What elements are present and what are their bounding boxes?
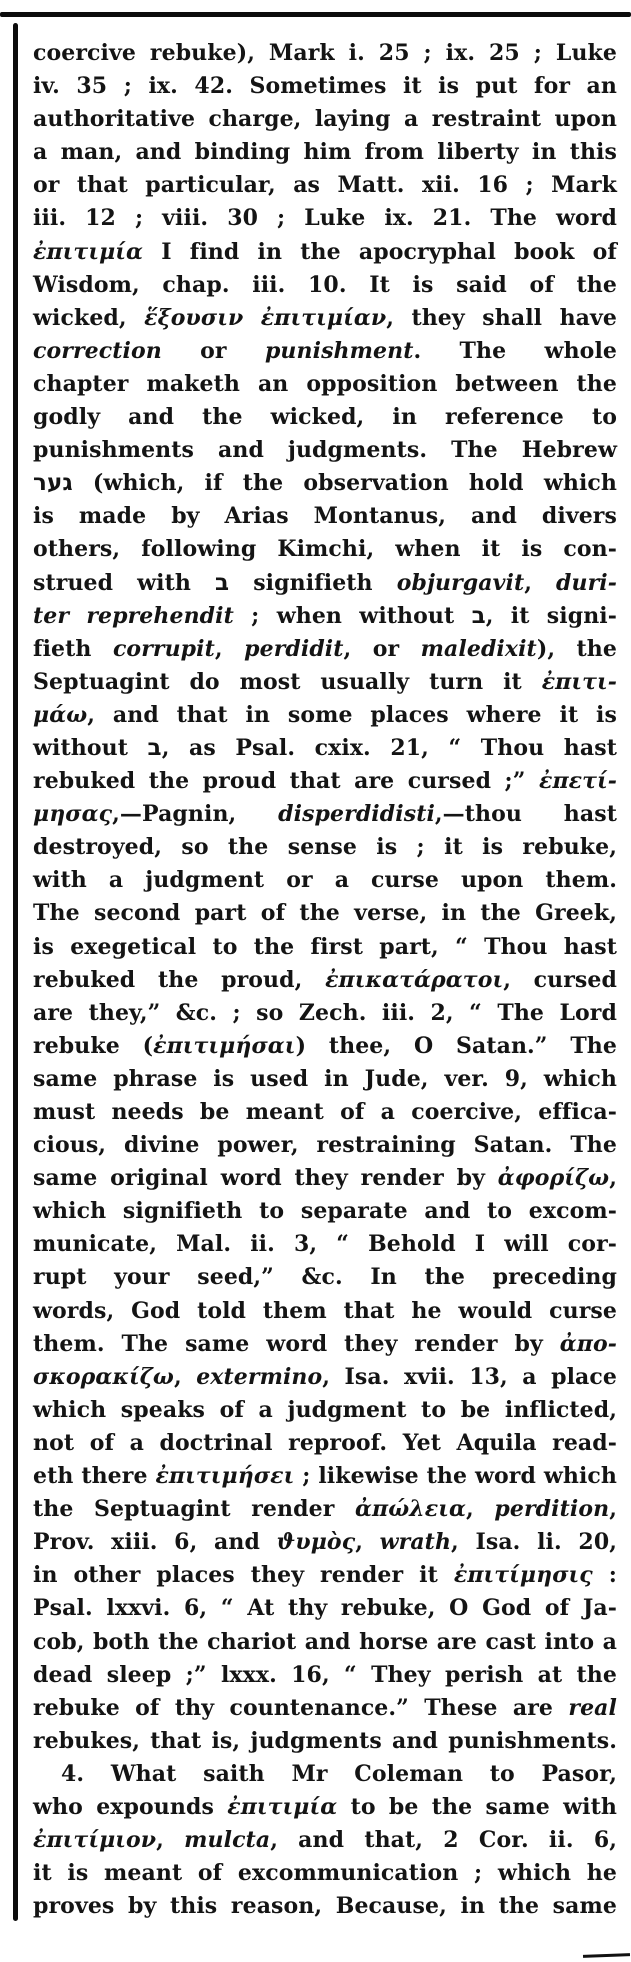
body-text: to be the same with xyxy=(337,1793,617,1820)
body-text-column xyxy=(33,37,617,1923)
text-line xyxy=(33,169,617,202)
body-text: , xyxy=(355,1529,380,1556)
body-text: strued with xyxy=(33,569,216,596)
text-line xyxy=(33,1559,617,1592)
body-text: ) thee, O Satan.” The xyxy=(295,1032,617,1059)
body-text: , xyxy=(173,1363,197,1390)
body-text: or xyxy=(161,337,265,364)
text-line xyxy=(33,467,617,500)
italic-text: real xyxy=(568,1694,617,1721)
text-line xyxy=(33,269,617,302)
italic-text: punishment xyxy=(264,337,414,364)
body-text: others, following Kimchi, when it is con- xyxy=(33,536,617,563)
text-line xyxy=(33,1063,617,1096)
body-text: municate, Mal. ii. 3, “ Behold I will cor- xyxy=(33,1231,617,1258)
body-text: same phrase is used in Jude, ver. 9, which xyxy=(33,1065,617,1092)
body-text: The second part of the verse, in the Greek, xyxy=(33,900,617,927)
body-text: Wisdom, chap. iii. 10. It is said of the xyxy=(33,271,617,298)
greek-text: ἐπιτιμήσαι xyxy=(153,1032,296,1059)
body-text: which speaks of a judgment to be inflicted, xyxy=(33,1396,617,1423)
body-text: (which, if the observation hold which xyxy=(72,470,617,497)
text-line xyxy=(33,732,617,765)
greek-text: ἀφορίζω xyxy=(497,1165,610,1192)
body-text: Prov. xiii. 6, and xyxy=(33,1529,277,1556)
text-line xyxy=(33,500,617,533)
text-line xyxy=(33,1195,617,1228)
text-line xyxy=(33,798,617,831)
text-line xyxy=(33,1460,617,1493)
body-text: , as Psal. cxix. 21, “ Thou hast xyxy=(161,734,617,761)
italic-text: maledixit xyxy=(420,635,537,662)
body-text: same original word they render by xyxy=(33,1165,498,1192)
body-text: the Septuagint render xyxy=(33,1496,355,1523)
text-line xyxy=(33,236,617,269)
body-text: chapter maketh an opposition between the xyxy=(33,370,617,397)
body-text: , and that in some places where it is xyxy=(87,701,617,728)
top-border-rule xyxy=(0,12,631,17)
italic-text: corrupit xyxy=(112,635,215,662)
body-text: eth there xyxy=(33,1463,156,1490)
body-text: Septuagint do most usually turn it xyxy=(33,668,542,695)
body-text: I find in the apocryphal book of xyxy=(143,238,617,265)
body-text: rebuke ( xyxy=(33,1032,154,1059)
body-text: it is meant of excommunication ; which he xyxy=(33,1860,617,1887)
body-text: ; likewise the word which xyxy=(294,1463,618,1490)
italic-text: disperdidisti xyxy=(278,801,435,828)
greek-text: μάω xyxy=(33,701,88,728)
text-line xyxy=(33,1890,617,1923)
text-line xyxy=(33,765,617,798)
greek-text: ἀπο- xyxy=(559,1330,617,1357)
text-line xyxy=(33,1526,617,1559)
text-line xyxy=(33,864,617,897)
body-text: destroyed, so the sense is ; it is rebuke, xyxy=(33,834,617,861)
text-line xyxy=(33,1493,617,1526)
body-text: rebuked the proud that are cursed ;” xyxy=(33,768,539,795)
body-text: , xyxy=(609,1165,617,1192)
text-line xyxy=(33,897,617,930)
italic-text: extermino xyxy=(196,1363,323,1390)
text-line xyxy=(33,964,617,997)
body-text: , or xyxy=(343,635,421,662)
body-text: punishments and judgments. The Hebrew xyxy=(33,437,617,464)
greek-text: ἕξουσιν ἐπιτιμίαν xyxy=(144,304,387,331)
body-text: rebuke of thy countenance.” These are xyxy=(33,1694,569,1721)
text-line xyxy=(33,633,617,666)
body-text: rebuked the proud, xyxy=(33,966,326,993)
body-text: , xyxy=(156,1827,185,1854)
text-line xyxy=(33,434,617,467)
text-line xyxy=(33,1162,617,1195)
body-text: which signifieth to separate and to excom- xyxy=(33,1198,617,1225)
body-text: coercive rebuke), Mark i. 25 ; ix. 25 ; Luke xyxy=(33,40,617,66)
body-text: are they,” &c. ; so Zech. iii. 2, “ The Lord xyxy=(33,999,617,1026)
greek-text: ἐπιτιμήσει xyxy=(155,1463,295,1490)
text-line xyxy=(33,1129,617,1162)
text-line xyxy=(33,1592,617,1625)
text-line xyxy=(33,699,617,732)
body-text: , xyxy=(214,635,245,662)
text-line xyxy=(33,831,617,864)
text-line xyxy=(33,1361,617,1394)
body-text: ,—thou hast xyxy=(434,801,618,828)
text-line xyxy=(33,70,617,103)
body-text: Psal. lxxvi. 6, “ At thy rebuke, O God of Ja- xyxy=(33,1595,617,1622)
hebrew-text: גער xyxy=(33,470,73,497)
body-text: who expounds xyxy=(33,1793,228,1820)
body-text: godly and the wicked, in reference to xyxy=(33,404,617,431)
italic-text: perdidit xyxy=(244,635,344,662)
body-text: ), the xyxy=(536,635,617,662)
body-text: rupt your seed,” &c. In the preceding xyxy=(33,1264,617,1291)
text-line xyxy=(33,931,617,964)
body-text: , they shall have xyxy=(386,304,618,331)
body-text: iv. 35 ; ix. 42. Sometimes it is put for an xyxy=(33,73,617,100)
text-line xyxy=(33,1824,617,1857)
italic-text: perdition xyxy=(494,1496,610,1523)
text-line xyxy=(33,533,617,566)
greek-text: σκορακίζω xyxy=(33,1363,174,1390)
body-text: a man, and binding him from liberty in this xyxy=(33,139,617,166)
body-text: , xyxy=(466,1496,495,1523)
greek-text: ἐπετί- xyxy=(538,768,617,795)
text-line xyxy=(33,1030,617,1063)
text-line xyxy=(33,103,617,136)
text-line xyxy=(33,1758,617,1791)
text-line xyxy=(33,1692,617,1725)
text-line xyxy=(33,1427,617,1460)
body-text: ,—Pagnin, xyxy=(112,801,279,828)
greek-text: ἀπώλεια xyxy=(354,1496,467,1523)
body-text: with a judgment or a curse upon them. xyxy=(33,867,617,894)
body-text: proves by this reason, Because, in the same xyxy=(33,1893,617,1920)
body-text: , xyxy=(524,569,557,596)
body-text: rebukes, that is, judgments and punishments. xyxy=(33,1727,617,1754)
body-text: wicked, xyxy=(33,304,145,331)
text-line xyxy=(33,666,617,699)
body-text: words, God told them that he would curse xyxy=(33,1297,617,1324)
text-line xyxy=(33,1626,617,1659)
text-line xyxy=(33,1394,617,1427)
body-text: them. The same word they render by xyxy=(33,1330,560,1357)
body-text: 4. What saith Mr Coleman to Pasor, xyxy=(61,1760,617,1787)
body-text: in other places they render it xyxy=(33,1562,454,1589)
greek-text: ϑυμὸς xyxy=(276,1529,356,1556)
text-line xyxy=(33,567,617,600)
body-text: : xyxy=(592,1562,617,1589)
body-text: , it signi- xyxy=(485,602,617,629)
body-text: , Isa. xvii. 13, a place xyxy=(322,1363,617,1390)
text-line xyxy=(33,1295,617,1328)
body-text: cob, both the chariot and horse are cast into a xyxy=(33,1628,617,1655)
body-text: must needs be meant of a coercive, effica- xyxy=(33,1099,617,1125)
greek-text: ἐπιτι- xyxy=(541,668,617,695)
bottom-right-mark xyxy=(583,1953,630,1958)
text-line xyxy=(33,1228,617,1261)
body-text: ; when without xyxy=(233,602,472,629)
italic-text: objurgavit xyxy=(396,569,525,596)
italic-text: duri- xyxy=(556,569,617,596)
body-text: authoritative charge, laying a restraint upon xyxy=(33,106,617,133)
body-text: is made by Arias Montanus, and divers xyxy=(33,503,617,530)
body-text: dead sleep ;” lxxx. 16, “ They perish at the xyxy=(33,1661,617,1688)
text-line xyxy=(33,401,617,434)
text-line xyxy=(33,1791,617,1824)
body-text: , Isa. li. 20, xyxy=(451,1529,617,1556)
text-line xyxy=(33,202,617,235)
italic-text: mulcta xyxy=(184,1827,271,1854)
text-line xyxy=(33,302,617,335)
body-text: signifieth xyxy=(229,569,397,596)
text-line xyxy=(33,335,617,368)
hebrew-text: ב xyxy=(471,602,486,629)
greek-text: ἐπιτιμία xyxy=(33,238,144,265)
text-line xyxy=(33,997,617,1030)
text-line xyxy=(33,136,617,169)
body-text: . The whole xyxy=(413,337,617,364)
text-line xyxy=(33,600,617,633)
italic-text: correction xyxy=(33,337,162,364)
body-text: is exegetical to the first part, “ Thou hast xyxy=(33,933,617,960)
text-line xyxy=(33,1857,617,1890)
greek-text: ἐπιτίμησις xyxy=(453,1562,593,1589)
italic-text: ter reprehendit xyxy=(33,602,234,629)
greek-text: ἐπιτίμιον xyxy=(33,1827,157,1854)
text-line xyxy=(33,368,617,401)
body-text: without xyxy=(33,734,148,761)
greek-text: ἐπικατάρατοι xyxy=(325,966,504,993)
body-text: , cursed xyxy=(503,966,617,993)
text-line xyxy=(33,1725,617,1758)
italic-text: wrath xyxy=(379,1529,452,1556)
body-text: iii. 12 ; viii. 30 ; Luke ix. 21. The word xyxy=(33,205,617,232)
text-line xyxy=(33,37,617,70)
left-border-rule xyxy=(13,23,18,1921)
text-line xyxy=(33,1328,617,1361)
body-text: , and that, 2 Cor. ii. 6, xyxy=(270,1827,617,1854)
greek-text: μησας xyxy=(33,801,113,828)
body-text: , xyxy=(609,1496,617,1523)
text-line xyxy=(33,1261,617,1294)
greek-text: ἐπιτιμία xyxy=(227,1793,338,1820)
text-line xyxy=(33,1659,617,1692)
body-text: cious, divine power, restraining Satan. The xyxy=(33,1132,617,1159)
hebrew-text: ב xyxy=(215,569,230,596)
body-text: not of a doctrinal reproof. Yet Aquila read- xyxy=(33,1429,617,1456)
body-text: fieth xyxy=(33,635,113,662)
text-line xyxy=(33,1096,617,1129)
hebrew-text: ב xyxy=(147,734,162,761)
body-text: or that particular, as Matt. xii. 16 ; Mark xyxy=(33,172,617,199)
